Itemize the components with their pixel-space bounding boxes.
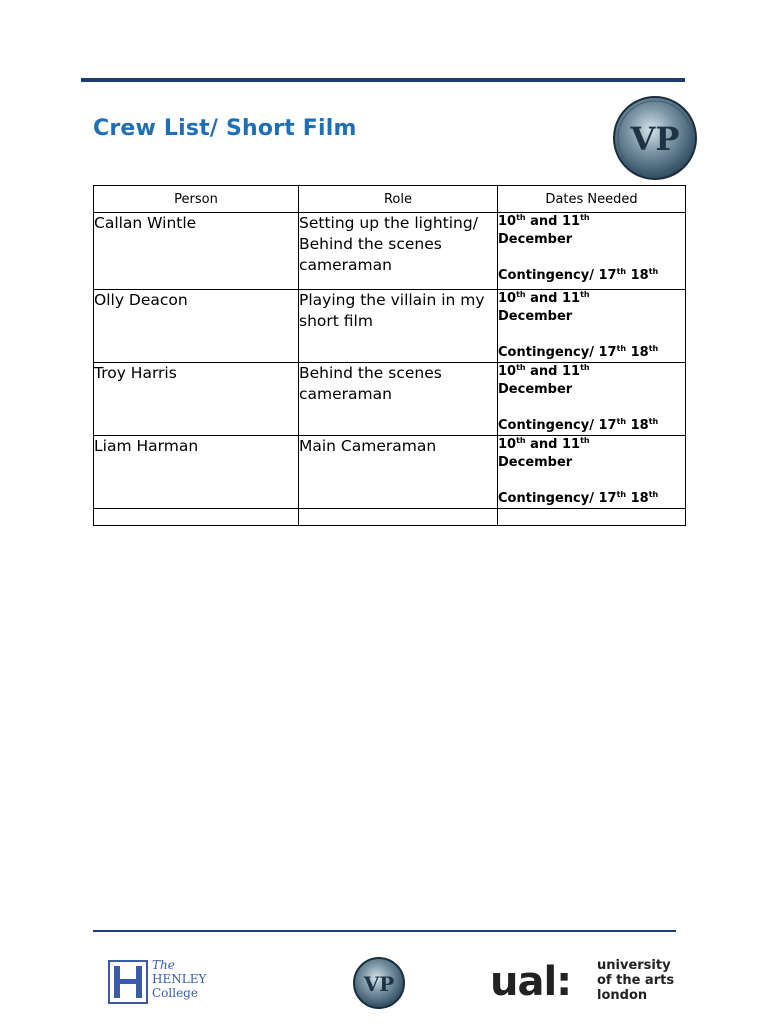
table-header-row	[94, 186, 686, 213]
header-rule	[81, 78, 685, 82]
header-person: Person	[94, 186, 299, 213]
role-cell: Setting up the lighting/ Behind the scenes cameraman	[299, 213, 498, 290]
vp-logo-text: VP	[630, 120, 680, 158]
table-row	[94, 436, 686, 509]
role-cell: Main Cameraman	[299, 436, 498, 509]
person-cell: Troy Harris	[94, 363, 299, 436]
empty-cell	[94, 509, 299, 526]
ual-line-2: of the arts	[597, 973, 675, 988]
table-row-empty	[94, 509, 686, 526]
person-cell: Callan Wintle	[94, 213, 299, 290]
empty-cell	[299, 509, 498, 526]
table-row	[94, 363, 686, 436]
header-dates: Dates Needed	[498, 186, 686, 213]
vp-logo	[612, 95, 698, 181]
henley-college-logo	[108, 958, 218, 1004]
ual-line-1: university	[597, 958, 671, 973]
page-title: Crew List/ Short Film	[93, 116, 357, 141]
dates-cell: 10th and 11th December Contingency/ 17th 18th	[498, 363, 686, 436]
henley-the: The	[152, 958, 175, 972]
role-cell: Behind the scenes cameraman	[299, 363, 498, 436]
dates-cell: 10th and 11th December Contingency/ 17th 18th	[498, 213, 686, 290]
crew-table	[93, 185, 686, 526]
ual-mark: ual:	[490, 959, 572, 1005]
footer-rule	[93, 930, 676, 932]
henley-crest-icon	[108, 960, 148, 1004]
dates-cell: 10th and 11th December Contingency/ 17th 18th	[498, 436, 686, 509]
vp-footer-logo-text: VP	[363, 972, 395, 996]
person-cell: Olly Deacon	[94, 290, 299, 363]
empty-cell	[498, 509, 686, 526]
ual-logo	[490, 958, 680, 1006]
henley-name: HENLEY	[152, 972, 207, 986]
vp-footer-logo	[350, 956, 408, 1010]
dates-cell: 10th and 11th December Contingency/ 17th 18th	[498, 290, 686, 363]
table-row	[94, 290, 686, 363]
person-cell: Liam Harman	[94, 436, 299, 509]
table-row	[94, 213, 686, 290]
ual-line-3: london	[597, 988, 648, 1003]
role-cell: Playing the villain in my short film	[299, 290, 498, 363]
henley-college: College	[152, 986, 198, 1000]
header-role: Role	[299, 186, 498, 213]
